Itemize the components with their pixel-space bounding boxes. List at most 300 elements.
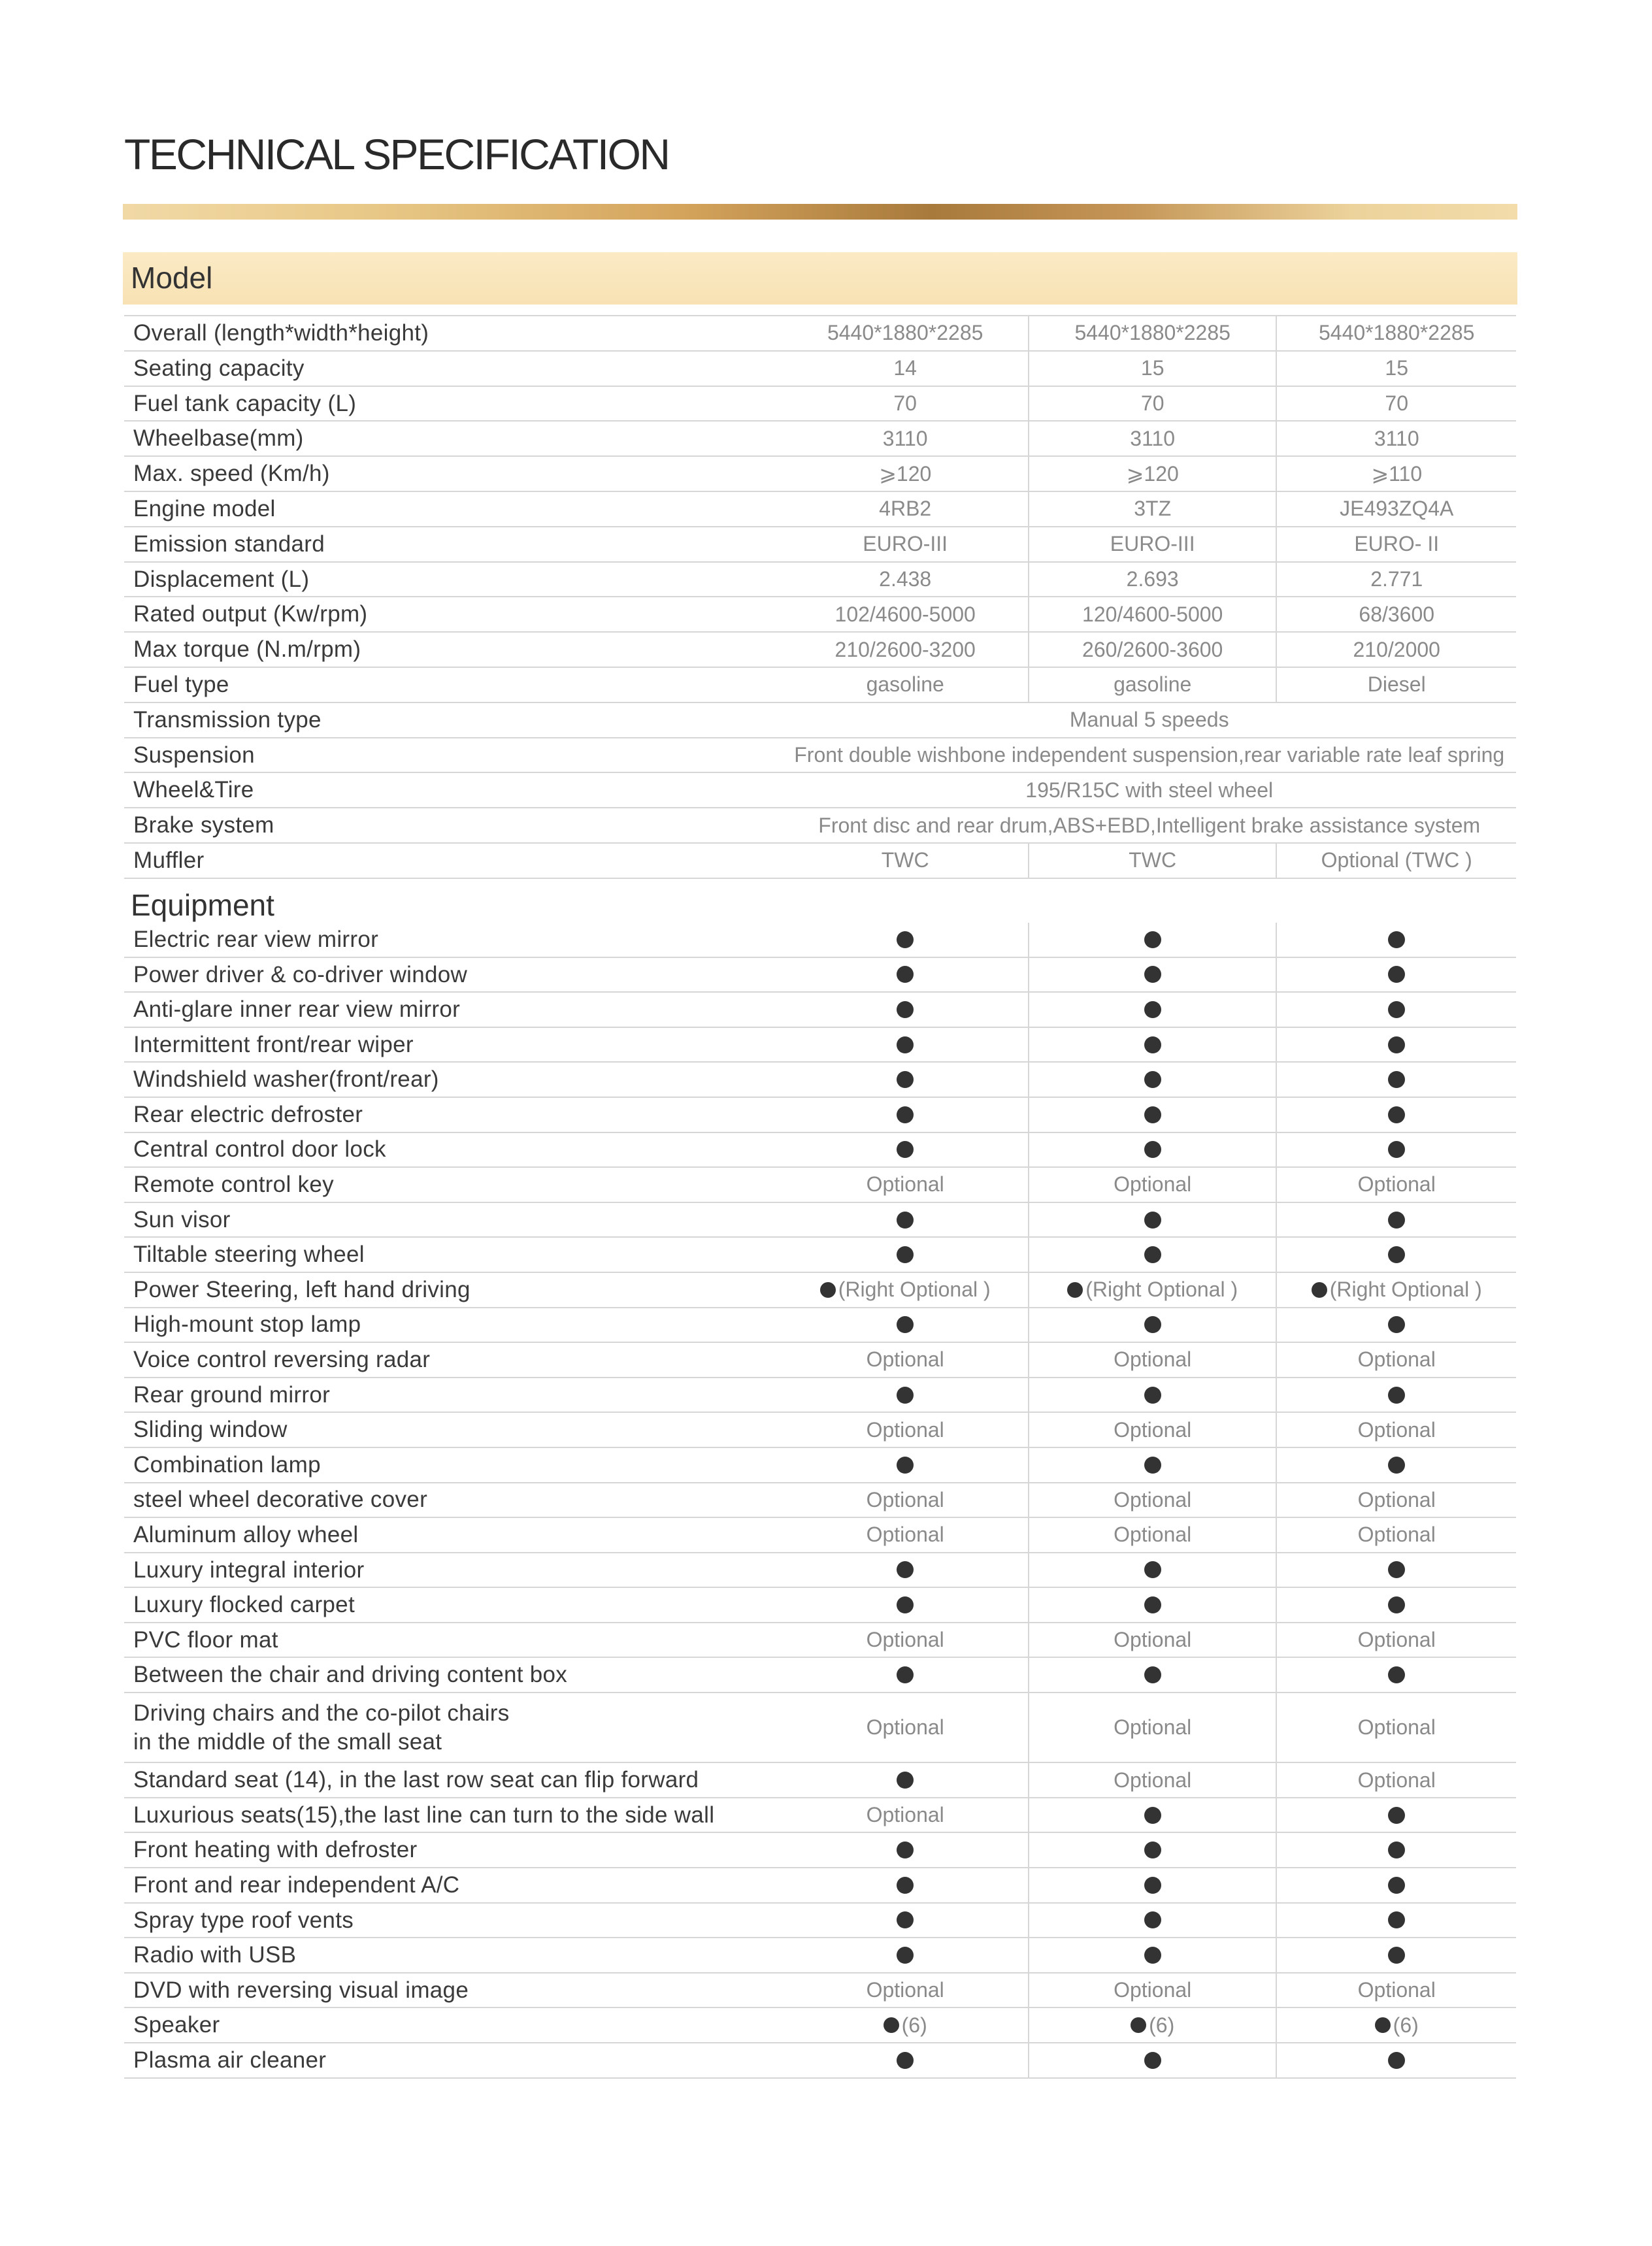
filled-dot-icon (897, 1212, 914, 1229)
filled-dot-icon (884, 2017, 899, 2033)
filled-dot-icon (897, 1071, 914, 1088)
filled-dot-icon (1144, 1911, 1161, 1928)
filled-dot-icon (1144, 1316, 1161, 1333)
table-row (124, 738, 1516, 774)
row-label: Central control door lock (133, 1136, 386, 1163)
table-row (124, 844, 1516, 879)
value-cell: 70 (1385, 391, 1409, 415)
value-cell: JE493ZQ4A (1340, 497, 1454, 521)
table-row (124, 1098, 1516, 1133)
value-cell (782, 1763, 1029, 1797)
value-cell: Optional (782, 1168, 1029, 1202)
spanned-value: Front disc and rear drum,ABS+EBD,Intelligent brake assistance system (818, 813, 1481, 837)
value-cell (1277, 1553, 1516, 1587)
value-cell (1277, 923, 1516, 957)
value-cell: Optional (782, 1343, 1029, 1377)
value-cell: 5440*1880*2285 (1318, 321, 1475, 345)
value-cell: Optional (1357, 1628, 1436, 1652)
filled-dot-icon (897, 1877, 914, 1894)
value-cell (1277, 1378, 1516, 1412)
table-row (124, 1518, 1516, 1553)
row-label: Sliding window (133, 1417, 288, 1443)
value-cell (1029, 958, 1278, 992)
row-label: Standard seat (14), in the last row seat can flip forward (133, 1767, 699, 1793)
filled-dot-icon (820, 1282, 836, 1298)
value-cell: TWC (1029, 844, 1278, 878)
table-row (124, 2043, 1516, 2079)
row-label: Electric rear view mirror (133, 926, 379, 952)
row-label: Max torque (N.m/rpm) (133, 636, 361, 663)
value-cell (1029, 1238, 1278, 1272)
table-row (124, 808, 1516, 844)
filled-dot-icon (1388, 1141, 1405, 1158)
spanned-value: Front double wishbone independent suspension,rear variable rate leaf spring (794, 742, 1505, 767)
row-label: Fuel type (133, 671, 229, 697)
row-label: Engine model (133, 496, 276, 521)
value-cell (1029, 1273, 1278, 1307)
filled-dot-icon (897, 1772, 914, 1789)
value-cell (782, 1588, 1029, 1622)
row-label: Rear ground mirror (133, 1381, 331, 1408)
table-row (124, 421, 1516, 457)
value-cell (782, 1448, 1029, 1482)
value-cell (782, 1028, 1029, 1062)
value-cell (782, 2008, 1029, 2042)
row-label: Combination lamp (133, 1451, 321, 1478)
value-cell: 14 (782, 352, 1029, 386)
value-cell: ⩾120 (782, 457, 1029, 491)
value-cell: Optional (782, 1518, 1029, 1552)
table-row (124, 773, 1516, 808)
filled-dot-icon (897, 1911, 914, 1928)
value-cell (1029, 1553, 1278, 1587)
value-cell (1277, 1028, 1516, 1062)
filled-dot-icon (1388, 1911, 1405, 1928)
row-label: Front heating with defroster (133, 1837, 418, 1863)
value-cell (1277, 1238, 1516, 1272)
row-label: Windshield washer(front/rear) (133, 1066, 439, 1093)
value-cell: Optional (1029, 1623, 1278, 1657)
filled-dot-icon (1144, 1666, 1161, 1683)
value-cell (1029, 1133, 1278, 1167)
value-cell: 3110 (1374, 426, 1419, 450)
filled-dot-icon (897, 1036, 914, 1053)
table-row (124, 703, 1516, 738)
filled-dot-icon (1388, 931, 1405, 948)
value-cell (1277, 1448, 1516, 1482)
filled-dot-icon (1144, 1141, 1161, 1158)
row-label: Between the chair and driving content box (133, 1662, 568, 1688)
filled-dot-icon (1144, 1841, 1161, 1858)
value-cell (1277, 1063, 1516, 1097)
value-cell (1029, 1448, 1278, 1482)
row-label: Tiltable steering wheel (133, 1242, 365, 1268)
table-row (124, 597, 1516, 633)
filled-dot-icon (1388, 1036, 1405, 1053)
value-cell: Optional (1357, 1417, 1436, 1442)
filled-dot-icon (1388, 1457, 1405, 1474)
table-row (124, 1343, 1516, 1378)
table-row (124, 1028, 1516, 1063)
cell-note: (6) (1393, 2013, 1419, 2037)
value-cell (782, 1868, 1029, 1902)
value-cell (1277, 993, 1516, 1027)
row-label: Speaker (133, 2012, 220, 2038)
table-row (124, 1588, 1516, 1623)
row-label: Max. speed (Km/h) (133, 461, 330, 487)
filled-dot-icon (1388, 1666, 1405, 1683)
filled-dot-icon (1144, 1106, 1161, 1123)
value-cell: Optional (1029, 1518, 1278, 1552)
value-cell (1277, 1098, 1516, 1132)
value-cell (782, 1133, 1029, 1167)
value-cell (782, 1063, 1029, 1097)
table-row (124, 1413, 1516, 1448)
table-row (124, 2008, 1516, 2043)
value-cell: 3TZ (1029, 492, 1278, 526)
table-row (124, 1308, 1516, 1344)
filled-dot-icon (897, 966, 914, 983)
value-cell: 68/3600 (1359, 602, 1435, 626)
value-cell (1029, 1588, 1278, 1622)
filled-dot-icon (1388, 1807, 1405, 1824)
page-title: TECHNICAL SPECIFICATION (124, 130, 669, 178)
value-cell: Optional (782, 1483, 1029, 1517)
value-cell (1277, 1798, 1516, 1832)
value-cell (782, 1098, 1029, 1132)
row-label: Overall (length*width*height) (133, 320, 429, 346)
value-cell: Optional (1357, 1523, 1436, 1547)
value-cell (1277, 1308, 1516, 1342)
filled-dot-icon (1144, 1596, 1161, 1613)
row-label: Radio with USB (133, 1942, 297, 1968)
value-cell (1029, 2008, 1278, 2042)
value-cell: 260/2600-3600 (1029, 633, 1278, 667)
value-cell: Optional (1029, 1413, 1278, 1447)
cell-note: (Right Optional ) (838, 1278, 991, 1302)
value-cell: Optional (1029, 1168, 1278, 1202)
value-cell (1277, 958, 1516, 992)
table-row (124, 352, 1516, 387)
value-cell: 102/4600-5000 (782, 597, 1029, 631)
filled-dot-icon (897, 1246, 914, 1263)
value-cell: ⩾110 (1371, 462, 1423, 486)
value-cell (1029, 1938, 1278, 1972)
value-cell (1029, 1028, 1278, 1062)
table-row (124, 1693, 1516, 1763)
table-row (124, 1798, 1516, 1834)
row-label: Wheel&Tire (133, 777, 254, 803)
row-label-line: in the middle of the small seat (133, 1728, 442, 1755)
row-label: Spray type roof vents (133, 1907, 354, 1933)
filled-dot-icon (1388, 2052, 1405, 2069)
row-label: Muffler (133, 847, 205, 873)
value-cell (1029, 1904, 1278, 1938)
value-cell (782, 1833, 1029, 1867)
value-cell (782, 1553, 1029, 1587)
value-cell (1277, 1273, 1516, 1307)
value-cell: Optional (TWC ) (1321, 848, 1472, 872)
value-cell (782, 1904, 1029, 1938)
row-label: Plasma air cleaner (133, 2047, 327, 2073)
table-row (124, 1203, 1516, 1238)
cell-note: (Right Optional ) (1085, 1278, 1238, 1302)
value-cell (1029, 1098, 1278, 1132)
value-cell (782, 2043, 1029, 2077)
value-cell (1277, 1938, 1516, 1972)
table-row (124, 1063, 1516, 1098)
model-heading: Model (131, 261, 213, 295)
table-row (124, 1623, 1516, 1659)
value-cell: Optional (782, 1798, 1029, 1832)
value-cell: Optional (782, 1413, 1029, 1447)
table-row (124, 316, 1516, 352)
table-row (124, 958, 1516, 993)
row-label: Rated output (Kw/rpm) (133, 601, 368, 627)
value-cell: Optional (1029, 1343, 1278, 1377)
value-cell (782, 1273, 1029, 1307)
value-cell (1277, 1868, 1516, 1902)
value-cell: 2.438 (782, 563, 1029, 597)
value-cell: ⩾120 (1029, 457, 1278, 491)
value-cell: gasoline (1029, 668, 1278, 702)
value-cell: Optional (1357, 1715, 1436, 1740)
table-row (124, 1273, 1516, 1308)
value-cell: 3110 (782, 421, 1029, 455)
row-label: Power driver & co-driver window (133, 961, 468, 987)
table-row (124, 1378, 1516, 1413)
row-label: Voice control reversing radar (133, 1347, 431, 1373)
row-label-line: Driving chairs and the co-pilot chairs (133, 1700, 510, 1726)
value-cell (782, 1308, 1029, 1342)
row-label: Rear electric defroster (133, 1101, 363, 1127)
value-cell (1029, 923, 1278, 957)
row-label: Wheelbase(mm) (133, 425, 304, 452)
row-label: Intermittent front/rear wiper (133, 1031, 414, 1057)
value-cell (782, 958, 1029, 992)
filled-dot-icon (897, 1457, 914, 1474)
filled-dot-icon (1144, 1877, 1161, 1894)
filled-dot-icon (1388, 1877, 1405, 1894)
filled-dot-icon (1144, 1807, 1161, 1824)
table-row (124, 387, 1516, 422)
value-cell: Optional (1029, 1483, 1278, 1517)
value-cell (1029, 1203, 1278, 1237)
row-label: Displacement (L) (133, 566, 310, 592)
value-cell (1277, 1133, 1516, 1167)
value-cell: 210/2000 (1353, 637, 1440, 661)
value-cell: 120/4600-5000 (1029, 597, 1278, 631)
row-label: Luxury integral interior (133, 1557, 365, 1583)
value-cell (782, 1938, 1029, 1972)
gold-divider-bar (123, 204, 1517, 220)
filled-dot-icon (1131, 2017, 1146, 2033)
table-row (124, 1483, 1516, 1519)
value-cell: Optional (1357, 1172, 1436, 1197)
model-spec-table (124, 315, 1516, 879)
value-cell: Optional (782, 1623, 1029, 1657)
row-label: Suspension (133, 742, 255, 768)
filled-dot-icon (897, 2052, 914, 2069)
filled-dot-icon (1312, 1282, 1327, 1298)
table-row (124, 993, 1516, 1028)
table-row (124, 492, 1516, 527)
value-cell: Optional (782, 1693, 1029, 1762)
filled-dot-icon (1144, 1001, 1161, 1018)
table-row (124, 457, 1516, 492)
row-label: PVC floor mat (133, 1627, 278, 1653)
value-cell (1029, 1063, 1278, 1097)
spanned-value: Manual 5 speeds (1069, 708, 1229, 732)
equipment-heading: Equipment (131, 888, 274, 922)
table-row (124, 668, 1516, 703)
filled-dot-icon (897, 1666, 914, 1683)
value-cell: Optional (1029, 1974, 1278, 2007)
row-label: Remote control key (133, 1172, 334, 1198)
row-label: steel wheel decorative cover (133, 1487, 428, 1513)
table-row (124, 527, 1516, 563)
cell-note: (6) (1149, 2013, 1175, 2037)
table-row (124, 563, 1516, 598)
table-row (124, 1868, 1516, 1904)
filled-dot-icon (1388, 1071, 1405, 1088)
value-cell (782, 993, 1029, 1027)
value-cell (1277, 1203, 1516, 1237)
filled-dot-icon (1388, 1841, 1405, 1858)
row-label: Fuel tank capacity (L) (133, 390, 357, 416)
filled-dot-icon (1388, 1001, 1405, 1018)
row-label: Power Steering, left hand driving (133, 1276, 471, 1302)
filled-dot-icon (1388, 1316, 1405, 1333)
filled-dot-icon (897, 1561, 914, 1578)
filled-dot-icon (1144, 1947, 1161, 1964)
filled-dot-icon (1144, 1561, 1161, 1578)
value-cell: Optional (1357, 1768, 1436, 1792)
filled-dot-icon (897, 1106, 914, 1123)
row-label: Aluminum alloy wheel (133, 1522, 359, 1548)
value-cell (1029, 1308, 1278, 1342)
table-row (124, 1974, 1516, 2009)
row-label: Anti-glare inner rear view mirror (133, 997, 461, 1023)
value-cell (1277, 2008, 1516, 2042)
table-row (124, 1238, 1516, 1273)
value-cell (1277, 1833, 1516, 1867)
value-cell (1277, 1658, 1516, 1692)
filled-dot-icon (1388, 1212, 1405, 1229)
row-label: Sun visor (133, 1206, 231, 1232)
value-cell (1029, 1868, 1278, 1902)
value-cell (782, 1378, 1029, 1412)
filled-dot-icon (1144, 1246, 1161, 1263)
value-cell: 2.693 (1029, 563, 1278, 597)
value-cell (782, 1203, 1029, 1237)
row-label: High-mount stop lamp (133, 1312, 361, 1338)
row-label: Brake system (133, 812, 274, 838)
filled-dot-icon (897, 1141, 914, 1158)
value-cell: 5440*1880*2285 (782, 316, 1029, 350)
value-cell: 3110 (1029, 421, 1278, 455)
filled-dot-icon (897, 1387, 914, 1404)
table-row (124, 1763, 1516, 1798)
filled-dot-icon (897, 1001, 914, 1018)
value-cell: 4RB2 (782, 492, 1029, 526)
filled-dot-icon (897, 1841, 914, 1858)
row-label: Front and rear independent A/C (133, 1872, 460, 1898)
table-row (124, 1833, 1516, 1868)
value-cell: Optional (782, 1974, 1029, 2007)
table-row (124, 1553, 1516, 1589)
row-label: Emission standard (133, 531, 325, 557)
value-cell: Optional (1357, 1487, 1436, 1511)
equipment-table (124, 923, 1516, 2079)
value-cell (1029, 2043, 1278, 2077)
row-label: Transmission type (133, 706, 322, 733)
value-cell (1029, 1378, 1278, 1412)
table-row (124, 1133, 1516, 1168)
value-cell: Optional (1357, 1978, 1436, 2002)
filled-dot-icon (1144, 1036, 1161, 1053)
model-heading-band (123, 252, 1517, 305)
row-label: Seating capacity (133, 355, 305, 381)
table-row (124, 1658, 1516, 1693)
row-label: DVD with reversing visual image (133, 1977, 469, 2003)
filled-dot-icon (1388, 1106, 1405, 1123)
filled-dot-icon (1388, 1246, 1405, 1263)
filled-dot-icon (1144, 2052, 1161, 2069)
value-cell: 2.771 (1370, 567, 1423, 591)
value-cell: 15 (1029, 352, 1278, 386)
value-cell: Optional (1029, 1763, 1278, 1797)
value-cell: 15 (1385, 356, 1409, 380)
value-cell: 70 (1029, 387, 1278, 421)
filled-dot-icon (897, 1596, 914, 1613)
value-cell (1277, 1904, 1516, 1938)
value-cell (782, 1658, 1029, 1692)
value-cell (1029, 1833, 1278, 1867)
filled-dot-icon (1144, 931, 1161, 948)
row-label: Luxurious seats(15),the last line can turn to the side wall (133, 1802, 715, 1828)
filled-dot-icon (1144, 966, 1161, 983)
value-cell: 210/2600-3200 (782, 633, 1029, 667)
table-row (124, 1938, 1516, 1974)
value-cell: EURO-III (782, 527, 1029, 561)
filled-dot-icon (1144, 1071, 1161, 1088)
filled-dot-icon (1388, 966, 1405, 983)
value-cell: 5440*1880*2285 (1029, 316, 1278, 350)
value-cell (1029, 993, 1278, 1027)
filled-dot-icon (1388, 1561, 1405, 1578)
value-cell (1029, 1798, 1278, 1832)
filled-dot-icon (1067, 1282, 1083, 1298)
value-cell: EURO-III (1029, 527, 1278, 561)
filled-dot-icon (1388, 1947, 1405, 1964)
filled-dot-icon (1375, 2017, 1391, 2033)
value-cell: EURO- II (1354, 532, 1440, 556)
value-cell: Diesel (1367, 672, 1426, 697)
value-cell (1277, 2043, 1516, 2077)
filled-dot-icon (1144, 1457, 1161, 1474)
table-row (124, 633, 1516, 668)
table-row (124, 1448, 1516, 1483)
filled-dot-icon (897, 931, 914, 948)
cell-note: (6) (901, 2013, 927, 2037)
filled-dot-icon (1388, 1596, 1405, 1613)
row-label: Luxury flocked carpet (133, 1592, 355, 1618)
value-cell (782, 923, 1029, 957)
value-cell (1029, 1658, 1278, 1692)
table-row (124, 1904, 1516, 1939)
value-cell: TWC (782, 844, 1029, 878)
